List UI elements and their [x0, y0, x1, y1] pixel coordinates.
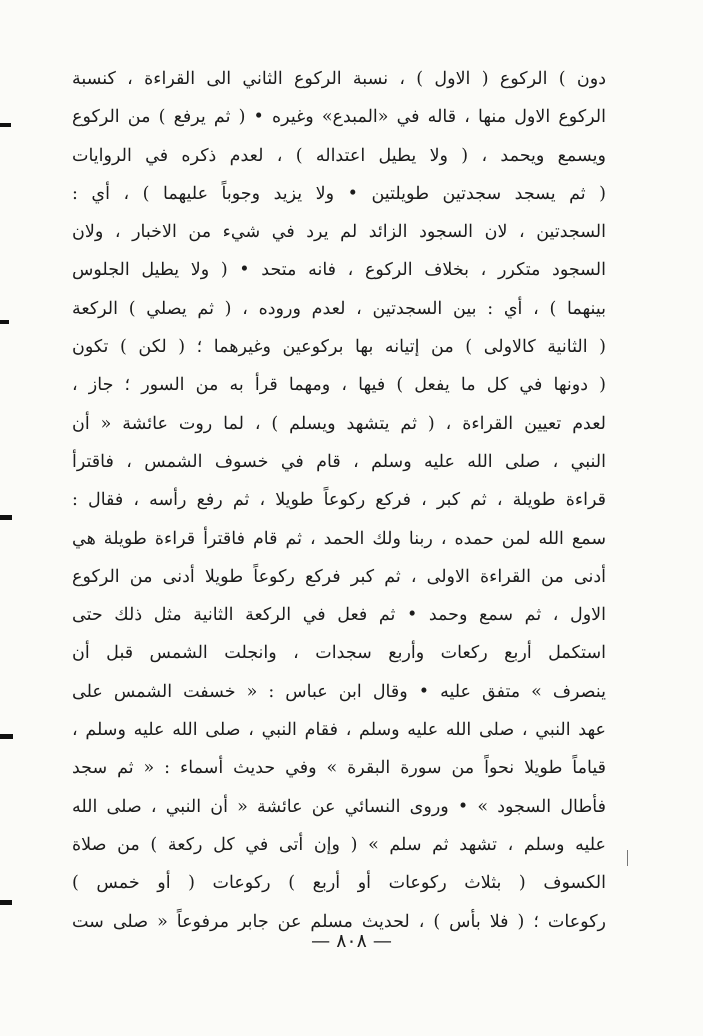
text-line: دون ) الركوع ( الاول ) ، نسبة الركوع الثاني الى القراءة ، كنسبة [72, 69, 606, 89]
text-line: النبي ، صلى الله عليه وسلم ، قام في خسوف الشمس ، فاقترأ [72, 451, 606, 472]
text-line: ينصرف » متفق عليه • وقال ابن عباس : « خسفت الشمس على [72, 681, 606, 702]
text-line: الركوع الاول منها ، قاله في «المبدع» وغيره • ( ثم يرفع ) من الركوع [72, 107, 606, 128]
margin-mark [0, 515, 12, 520]
page-number: — ٨٠٨ — [311, 930, 392, 952]
margin-mark [0, 123, 11, 127]
text-line: ( الثانية كالاولى ) من إتيانه بها بركوعين وغيرهما ؛ ( لكن ) تكون [72, 337, 606, 358]
text-line: استكمل أربع ركعات وأربع سجدات ، وانجلت الشمس قبل أن [72, 643, 606, 664]
text-line: ( ثم يسجد سجدتين طويلتين • ولا يزيد وجوباً عليهما ) ، أي : [72, 183, 606, 204]
text-line: سمع الله لمن حمده ، ربنا ولك الحمد ، ثم قام فاقترأ قراءة طويلة هي [72, 528, 606, 549]
margin-mark [0, 734, 13, 739]
text-line: عليه وسلم ، تشهد ثم سلم » ( وإن أتى في كل ركعة ) من صلاة [72, 834, 606, 855]
text-line: عهد النبي ، صلى الله عليه وسلم ، فقام النبي ، صلى الله عليه وسلم ، [72, 720, 606, 741]
margin-mark [0, 320, 9, 324]
body-text [72, 60, 606, 941]
text-line: بينهما ) ، أي : بين السجدتين ، لعدم وروده ، ( ثم يصلي ) الركعة [72, 298, 606, 319]
text-line: قراءة طويلة ، ثم كبر ، فركع ركوعاً طويلا ، ثم رفع رأسه ، فقال : [72, 490, 606, 511]
text-line: الكسوف ( بثلاث ركوعات أو أربع ) ركوعات ( أو خمس ) [72, 873, 606, 894]
text-line: فأطال السجود » • وروى النسائي عن عائشة « أن النبي ، صلى الله [72, 796, 606, 817]
text-line: ( دونها في كل ما يفعل ) فيها ، ومهما قرأ به من السور ؛ جاز ، [72, 375, 606, 396]
text-line: السجود متكرر ، بخلاف الركوع ، فانه متحد • ( ولا يطيل الجلوس [72, 260, 606, 281]
margin-tick [627, 850, 628, 866]
text-line: الاول ، ثم سمع وحمد • ثم فعل في الركعة الثانية مثل ذلك حتى [72, 605, 606, 626]
margin-mark [0, 900, 12, 905]
text-line: ركوعات ؛ ( فلا بأس ) ، لحديث مسلم عن جابر مرفوعاً « صلى ست [72, 911, 606, 932]
text-line: لعدم تعيين القراءة ، ( ثم يتشهد ويسلم ) ، لما روت عائشة « أن [72, 413, 606, 434]
text-line: قياماً طويلا نحواً من سورة البقرة » وفي حديث أسماء : « ثم سجد [72, 758, 606, 779]
text-line: أدنى من القراءة الاولى ، ثم كبر فركع ركوعاً طويلا أدنى من الركوع [72, 566, 606, 587]
text-line: السجدتين ، لان السجود الزائد لم يرد في شيء من الاخبار ، ولان [72, 222, 606, 243]
text-line: ويسمع ويحمد ، ( ولا يطيل اعتداله ) ، لعدم ذكره في الروايات [72, 145, 606, 166]
